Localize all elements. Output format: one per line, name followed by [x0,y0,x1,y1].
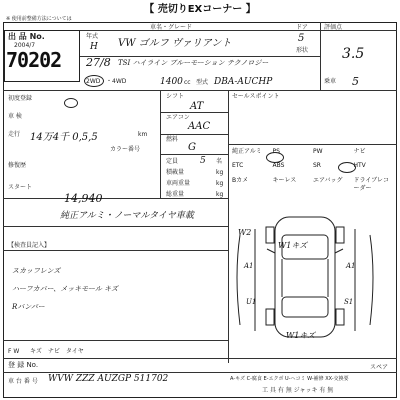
damage-mark: W1キズ [278,241,308,250]
fuel-label: 燃料 [166,136,179,143]
doors-value: 5 [298,33,305,44]
selling-point-item: PS [272,148,280,155]
weight-unit: kg [216,180,224,187]
top-note: ※ 使用前整備方法については [6,16,72,22]
divider [3,198,228,199]
vin-value: WVW ZZZ AUZGP 511702 [48,374,169,384]
weight-label: 車両重量 [166,180,191,187]
seats-value: 5 [352,75,359,88]
year-value: 27/8 [86,56,111,69]
year-label: 年式 [86,33,99,40]
drive-4wd: ・4WD [106,78,127,85]
selling-point-item: SR [313,162,321,170]
divider [228,144,397,145]
selling-point-item: ナビ [353,148,366,155]
ac-value: AAC [188,121,211,132]
fw-item: キズ [30,348,42,355]
selling-point-item: Bカメ [232,176,249,184]
lot-number: 70202 [6,48,62,72]
total-unit: kg [216,191,224,198]
mileage-value: 14万4千 0,5,5 [30,132,98,143]
selling-points-grid [232,148,392,198]
lot-stamp: 2004/7 [14,42,36,49]
selling-point-item: ETC [232,162,244,170]
page-banner: 【 売切りEXコーナー 】 [144,4,256,15]
damage-mark: W1キズ [286,331,316,340]
divider [80,56,320,57]
divider [3,90,397,91]
mileage-label: 走行 [8,131,21,138]
inspection-notes-list [12,262,212,316]
capacity-value: 5 [200,156,206,166]
tools-label: 工 具 有 無 ジャッキ 有 無 [262,387,334,394]
inspection-note-line: スカッフレンズ [12,267,61,275]
shift-label: シフト [166,93,185,100]
inspection-notes-label: 【検査員記入】 [8,242,51,249]
fuel-value: G [188,142,196,153]
displacement: 1400 [160,77,183,87]
divider [3,358,397,359]
divider [228,198,229,363]
load-unit: kg [216,169,224,176]
divider [3,250,228,251]
damage-mark: S1 [344,298,354,306]
inspection-note-line: ハーフカバー、メッキモール キズ [12,285,118,293]
vin-label: 車 台 番 号 [8,378,38,385]
selected-option-circle [266,152,284,163]
fw-items [30,346,84,355]
model-label: 型式 [196,79,209,86]
equipment-note: 純正アルミ・ノーマルタイヤ車載 [60,211,194,221]
drive-2wd-circle [84,75,104,87]
selling-point-item: HTV [353,162,366,170]
inspection-circle [64,98,78,108]
start-price-label: スタート [8,184,33,191]
seats-label: 乗車 [324,78,337,85]
damage-legend: A-キズ C-腐食 E-エクボ U-ヘコミ W-補修 XX-交換要 [230,376,349,382]
score-value: 3.5 [342,46,365,62]
vehicle-grade: TSI ハイライン ブルーモーション テクノロジー [118,59,269,67]
load-label: 積載量 [166,169,185,176]
mileage-unit: km [138,131,148,138]
selling-points-label: セールスポイント [232,93,280,100]
divider [160,112,228,113]
first-reg-label: 初度登録 [8,95,33,102]
capacity-unit: 名 [216,158,223,165]
inspection-note-line: Rバンパー [12,303,45,311]
divider [320,22,321,90]
color-label: カラー番号 [110,146,141,153]
divider [80,30,397,31]
damage-mark: A1 [346,262,356,270]
damage-mark: U1 [246,298,257,306]
body-label: 形状 [296,47,309,54]
divider [3,372,397,373]
divider [160,154,228,155]
fw-label: F W [8,348,20,355]
displacement-unit: cc [184,79,191,86]
divider [3,340,228,341]
total-label: 総重量 [166,191,185,198]
selling-point-item: PW [313,148,323,155]
divider [3,226,228,227]
capacity-label: 定員 [166,158,179,165]
fw-item: タイヤ [65,348,84,355]
selected-option-circle [338,162,356,173]
selling-point-item: エアバッグ [313,176,343,184]
ac-label: エアコン [166,114,190,121]
damage-mark: W2 [238,228,252,237]
year-prefix: H [90,42,98,52]
drive-2wd: 2WD [86,78,101,85]
start-price: 14,940 [64,192,103,205]
score-label: 評価点 [324,24,343,31]
selling-point-item: ABS [272,162,285,170]
selling-point-item: 純正アルミ [232,148,262,155]
model-code: DBA-AUCHP [214,77,273,87]
vehicle-name: VW ゴルフ ヴァリアント [118,38,232,49]
spare-label: スペア [370,364,389,371]
shift-value: AT [190,101,204,112]
fw-item: ナビ [47,348,60,355]
selling-point-item: キーレス [272,176,297,184]
doors-label: ドア [296,24,308,31]
repair-label: 修復歴 [8,162,27,169]
damage-mark: A1 [244,262,254,270]
divider [160,134,228,135]
reg-label: 登 録 No. [8,361,39,369]
lot-label: 出 品 No. [8,32,45,41]
vehicle-name-label: 車名・グレード [150,24,193,31]
inspection-label: 車 検 [8,113,22,120]
selling-point-item: ドライブレコーダー [353,176,389,192]
divider [160,90,161,198]
